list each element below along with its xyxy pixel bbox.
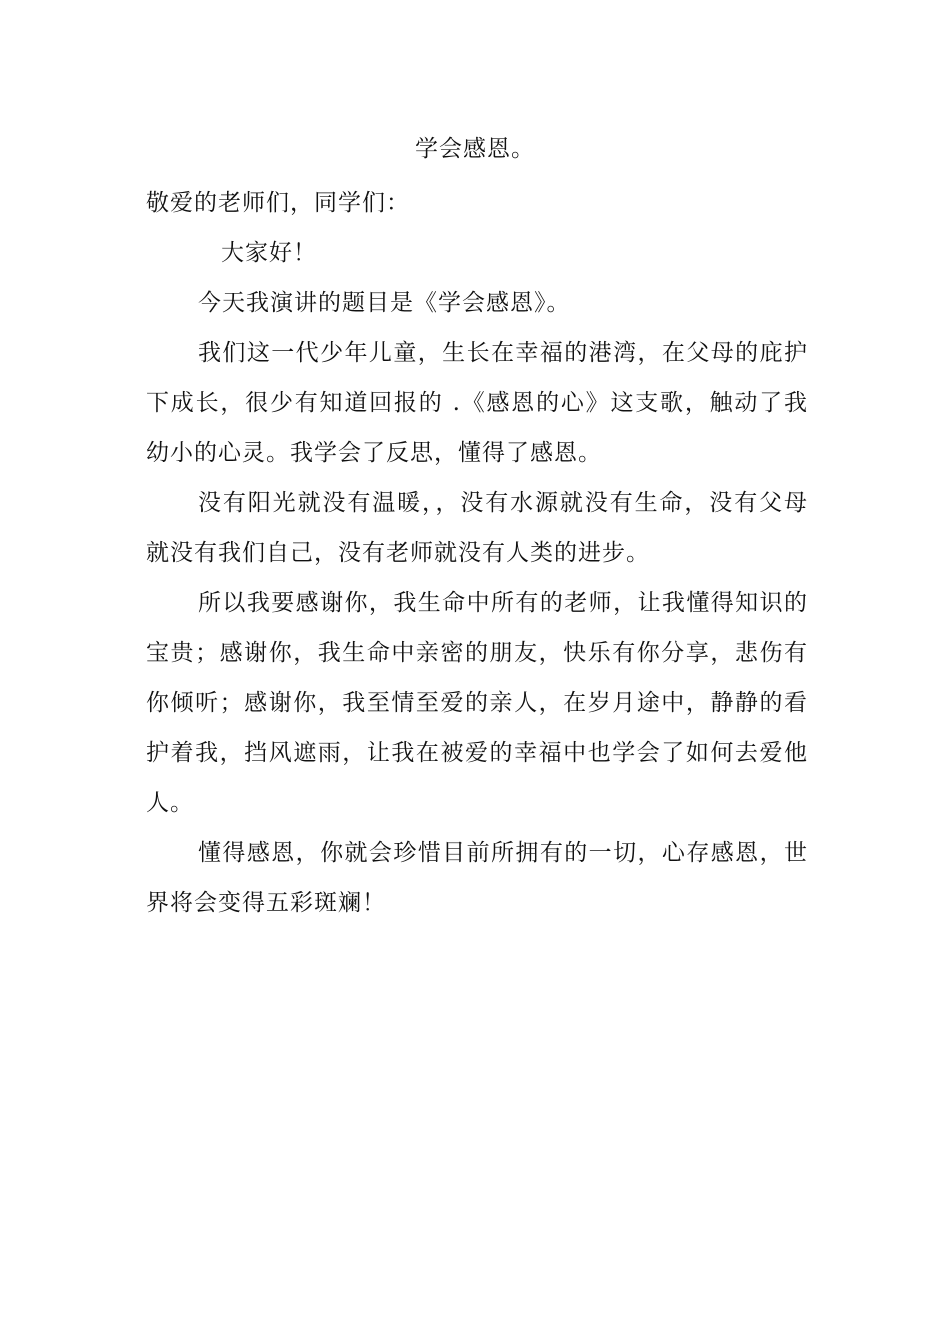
paragraph-reasons: 没有阳光就没有温暖，，没有水源就没有生命，没有父母就没有我们自己，没有老师就没有人类的进步。: [146, 490, 808, 566]
paragraph-thanks: 所以我要感谢你，我生命中所有的老师，让我懂得知识的宝贵；感谢你，我生命中亲密的朋友，快乐有你分享，悲伤有你倾听；感谢你，我至情至爱的亲人，在岁月途中，静静的看护着我，挡风遮雨，让我在被爱的幸福中也学会了如何去爱他人。: [146, 590, 808, 816]
paragraph-topic: 今天我演讲的题目是《学会感恩》。: [198, 290, 571, 316]
document-body: [146, 178, 808, 928]
greeting: 大家好！: [221, 240, 317, 266]
salutation: 敬爱的老师们，同学们：: [146, 190, 410, 216]
paragraph-conclusion: 懂得感恩，你就会珍惜目前所拥有的一切，心存感恩，世界将会变得五彩斑斓！: [146, 840, 808, 916]
paragraph-growth: 我们这一代少年儿童，生长在幸福的港湾，在父母的庇护下成长，很少有知道回报的 .《感恩的心》这支歌，触动了我幼小的心灵。我学会了反思，懂得了感恩。: [146, 340, 808, 466]
document-title: 学会感恩。: [415, 136, 535, 162]
